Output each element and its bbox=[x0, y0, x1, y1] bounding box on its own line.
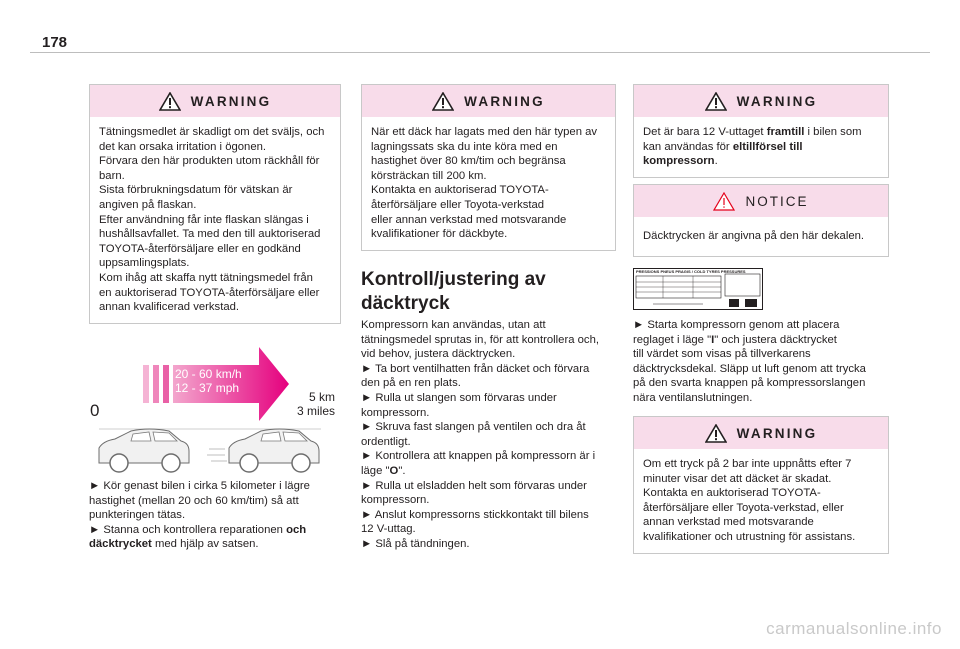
warning-triangle-icon bbox=[705, 92, 727, 111]
distance-label: 5 km 3 miles bbox=[297, 390, 336, 418]
warning-text: Tätningsmedlet är skadligt om det sväljs, och det kan orsaka irritation i ögonen. Förvara den här produkten utom räckhåll för barn. Sista förbrukningsdatum för vätskan är angiven på flaskan. Efter användning får inte flaskan slängas i hushållsavfallet. Ta med den till auktoriserad TOYOTA-återförsäljare eller en godkänd uppsamlingsplats. Kom ihåg att skaffa nytt tätningsmedel från en auktoriserad TOYOTA-återförsäljare eller annan kvalificerad verkstad. bbox=[99, 126, 325, 314]
warning-triangle-icon bbox=[705, 424, 727, 443]
warning-title: WARNING bbox=[736, 425, 818, 441]
watermark: carmanualsonline.info bbox=[766, 619, 942, 638]
notice-title: NOTICE bbox=[745, 193, 809, 209]
tyre-pressure-label-image bbox=[633, 268, 763, 310]
col1-instructions: ► Kör genast bilen i cirka 5 kilometer i lägre hastighet (mellan 20 och 60 km/tim) så att punkteringen tätas. ► Stanna och kontrollera reparationen och däcktrycket med hjälp av satsen. bbox=[89, 480, 310, 551]
car-icon-right bbox=[207, 429, 319, 472]
notice-triangle-icon bbox=[713, 192, 735, 211]
warning-triangle-icon bbox=[432, 92, 454, 111]
col2-instructions: Kompressorn kan användas, utan att tätningsmedel sprutas in, för att kontrollera och, vid behov, justera däcktrycken. ► Ta bort ventilhatten från däcket och förvara den på en ren plats. ► Rulla ut slangen som förvaras under kompressorn. ► Skruva fast slangen på ventilen och dra åt ordentligt. ► Kontrollera att knappen på kompressorn är i läge "O". ► Rulla ut elsladden helt som förvaras under kompressorn. ► Anslut kompressorns stickkontakt till bilens 12 V-uttag. ► Slå på tändningen. bbox=[361, 319, 599, 550]
warning-title: WARNING bbox=[190, 93, 272, 109]
warning-text: Om ett tryck på 2 bar inte uppnåtts efter 7 minuter visar det att däcket är skadat. Kontakta en auktoriserad TOYOTA- återförsäljare eller Toyota-verkstad, eller annan verkstad med motsvarande kvalifikationer och utrustning för assistans. bbox=[643, 458, 856, 543]
warning-header bbox=[634, 85, 888, 117]
warning-box-speed bbox=[361, 84, 616, 251]
page-number: 178 bbox=[42, 34, 68, 51]
pressure-label-graphic bbox=[633, 268, 763, 310]
col3-instructions: ► Starta kompressorn genom att placera reglaget i läge "I" och justera däcktrycket till värdet som visas på tillverkarens däcktrycksdekal. Släpp ut luft genom att trycka på den svarta knappen på kompressorslangen nära ventilanslutningen. bbox=[633, 319, 866, 404]
notice-box bbox=[633, 184, 889, 257]
notice-header bbox=[634, 185, 888, 217]
section-heading: Kontroll/justering av däcktryck bbox=[361, 269, 546, 314]
notice-text: Däcktrycken är angivna på den här dekalen. bbox=[643, 230, 865, 242]
warning-title: WARNING bbox=[736, 93, 818, 109]
pressure-label-caption: PRESSIONS PNEUS PRAGIS / COLD TYRES PRESSURES bbox=[636, 269, 746, 274]
speed-label: 20 - 60 km/h 12 - 37 mph bbox=[175, 367, 242, 395]
driving-illustration bbox=[89, 345, 339, 475]
warning-text: Det är bara 12 V-uttaget framtill i bilen som kan användas för eltillförsel till kompressorn. bbox=[643, 126, 862, 168]
warning-box-pressure bbox=[633, 416, 889, 554]
header-rule bbox=[30, 52, 930, 53]
warning-header bbox=[362, 85, 615, 117]
car-icon-left bbox=[99, 429, 189, 472]
warning-box-socket bbox=[633, 84, 889, 178]
start-zero-label: 0 bbox=[90, 401, 100, 420]
warning-box-sealant bbox=[89, 84, 341, 324]
warning-title: WARNING bbox=[464, 93, 545, 109]
warning-header bbox=[634, 417, 888, 449]
warning-header bbox=[90, 85, 340, 117]
warning-triangle-icon bbox=[159, 92, 181, 111]
warning-text: När ett däck har lagats med den här typen av lagningssats ska du inte köra med en hastighet över 80 km/tim och begränsa körsträckan till 200 km. Kontakta en auktoriserad TOYOTA- återförsäljare eller Toyota-verkstad eller annan verkstad med motsvarande kvalifikationer för däckbyte. bbox=[371, 126, 598, 241]
